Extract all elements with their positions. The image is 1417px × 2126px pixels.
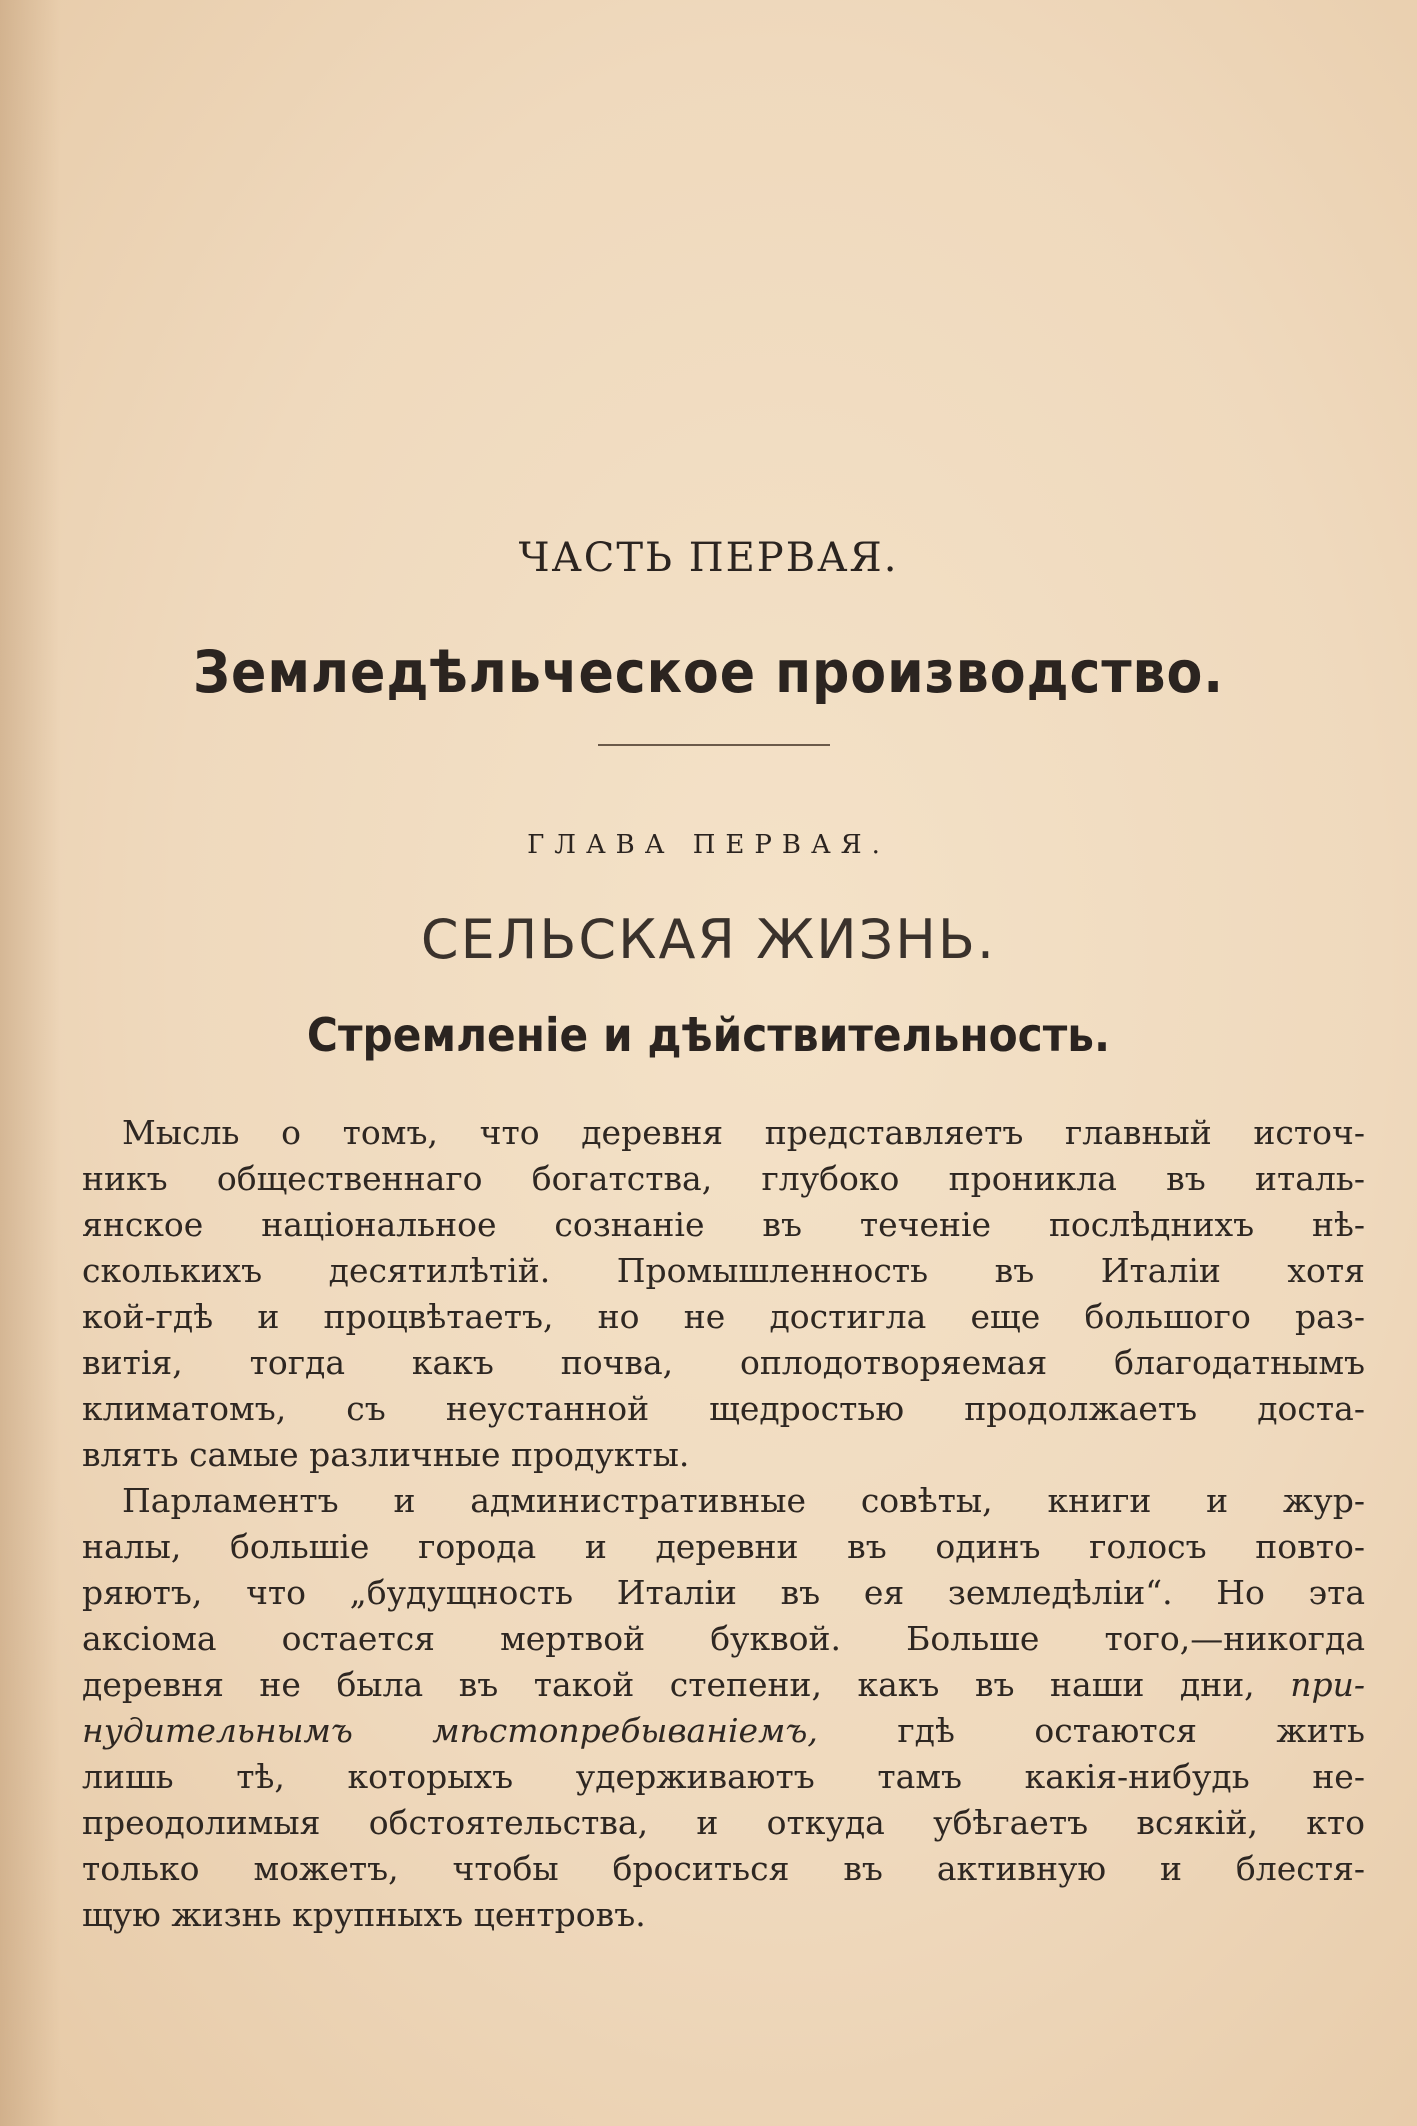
chapter-title: СЕЛЬСКАЯ ЖИЗНЬ. [420, 908, 997, 971]
title-divider [598, 744, 830, 746]
chapter-label: ГЛАВА ПЕРВАЯ. [527, 830, 890, 860]
text-line: Мысль о томъ, что деревня представляетъ главный источ- [122, 1113, 1365, 1152]
body-text [82, 1110, 1365, 1938]
part-title: ЧАСТЬ ПЕРВАЯ. [518, 535, 899, 581]
text-line: только можетъ, чтобы броситься въ активную и блестя- [82, 1849, 1365, 1888]
text-line: преодолимыя обстоятельства, и откуда убѣгаетъ всякій, кто [82, 1803, 1365, 1842]
italic-segment: нудительнымъ мѣстопребываніемъ, [82, 1711, 818, 1750]
text-line: лишь тѣ, которыхъ удерживаютъ тамъ какія-нибудь не- [82, 1757, 1365, 1796]
text-line: налы, большіе города и деревни въ одинъ голосъ повто- [82, 1527, 1365, 1566]
text-segment: деревня не была въ такой степени, какъ въ наши дни, [82, 1665, 1255, 1704]
chapter-subtitle: Стремленіе и дѣйствительность. [306, 1008, 1111, 1062]
text-line: влять самые различные продукты. [82, 1435, 690, 1474]
text-line-mixed [82, 1662, 1365, 1708]
text-line: витія, тогда какъ почва, оплодотворяемая благодатнымъ [82, 1343, 1365, 1382]
paragraph-2 [82, 1478, 1365, 1938]
text-line: аксіома остается мертвой буквой. Больше того,—никогда [82, 1619, 1365, 1658]
italic-segment: при- [1290, 1665, 1365, 1704]
text-segment: гдѣ остаются жить [897, 1711, 1365, 1750]
main-title: Земледѣльческое производство. [193, 638, 1224, 706]
text-line: никъ общественнаго богатства, глубоко проникла въ италь- [82, 1159, 1365, 1198]
page-gutter-shadow [0, 0, 60, 2126]
text-line: ряютъ, что „будущность Италіи въ ея земледѣліи“. Но эта [82, 1573, 1365, 1612]
text-line: сколькихъ десятилѣтій. Промышленность въ Италіи хотя [82, 1251, 1365, 1290]
text-line: кой-гдѣ и процвѣтаетъ, но не достигла еще большого раз- [82, 1297, 1365, 1336]
paragraph-1 [82, 1110, 1365, 1478]
text-line-mixed [82, 1708, 1365, 1754]
text-line: Парламентъ и административные совѣты, книги и жур- [122, 1481, 1365, 1520]
text-line: климатомъ, съ неустанной щедростью продолжаетъ доста- [82, 1389, 1365, 1428]
text-line: щую жизнь крупныхъ центровъ. [82, 1895, 646, 1934]
text-line: янское національное сознаніе въ теченіе послѣднихъ нѣ- [82, 1205, 1365, 1244]
